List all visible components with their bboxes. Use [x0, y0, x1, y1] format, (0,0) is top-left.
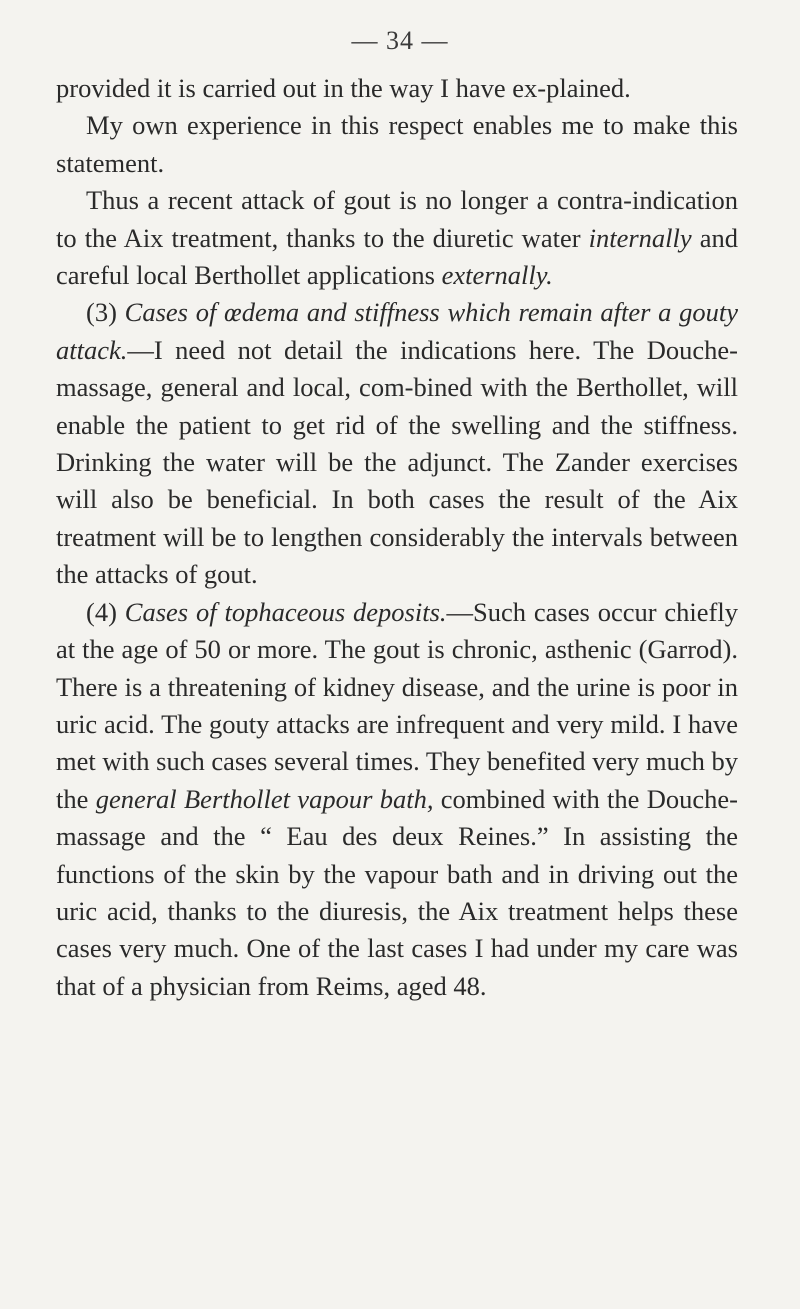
- paragraph-continuation: [56, 70, 738, 107]
- paragraph-text: provided it is carried out in the way I have ex-plained.: [56, 73, 631, 103]
- section-number: (4): [86, 596, 125, 627]
- paragraph-text: and careful local Berthollet applications: [56, 222, 738, 291]
- section-number: (3): [86, 297, 125, 328]
- section-heading: Cases of tophaceous deposits.: [124, 596, 447, 627]
- paragraph-case-3: [56, 294, 738, 593]
- paragraph-text: Thus a recent attack of gout is no longer a contra-indication to the Aix treatment, thanks to the diuretic water: [56, 185, 738, 253]
- paragraph-text: My own experience in this respect enables me to make this statement.: [56, 110, 738, 178]
- paragraph-text: —I need not detail the indications here. The Douche-massage, general and local, com-bined with the Berthollet, will enable the patient to get rid of the swelling and the stiffness. Drinking the water will be the adjunct. The Zander exercises will also be beneficial. In both cases the result of the Aix treatment will be to lengthen considerably the intervals between the attacks of gout.: [56, 334, 738, 590]
- emphasis-internally: internally: [588, 222, 692, 253]
- paragraph-text: —Such cases occur chiefly at the age of 50 or more. The gout is chronic, asthenic (Garrod). There is a threatening of kidney disease, and the urine is poor in uric acid. The gouty attacks are infrequent and very mild. I have met with such cases several times. They benefited very much by the: [56, 596, 738, 814]
- page-number: — 34 —: [351, 26, 449, 55]
- body-text: [56, 70, 738, 1005]
- paragraph-case-4: [56, 594, 738, 1005]
- emphasis-vapour-bath: general Berthollet vapour bath,: [95, 783, 434, 814]
- paragraph-recent-attack: [56, 182, 738, 294]
- paragraph-experience: [56, 107, 738, 182]
- emphasis-externally: externally.: [441, 260, 553, 291]
- section-heading: Cases of œdema and stiffness which remain after a gouty attack.: [56, 297, 738, 365]
- paragraph-text: combined with the Douche-massage and the “ Eau des deux Reines.” In assisting the functions of the skin by the vapour bath and in driving out the uric acid, thanks to the diuresis, the Aix treatment helps these cases very much. One of the last cases I had under my care was that of a physician from Reims, aged 48.: [56, 783, 738, 1001]
